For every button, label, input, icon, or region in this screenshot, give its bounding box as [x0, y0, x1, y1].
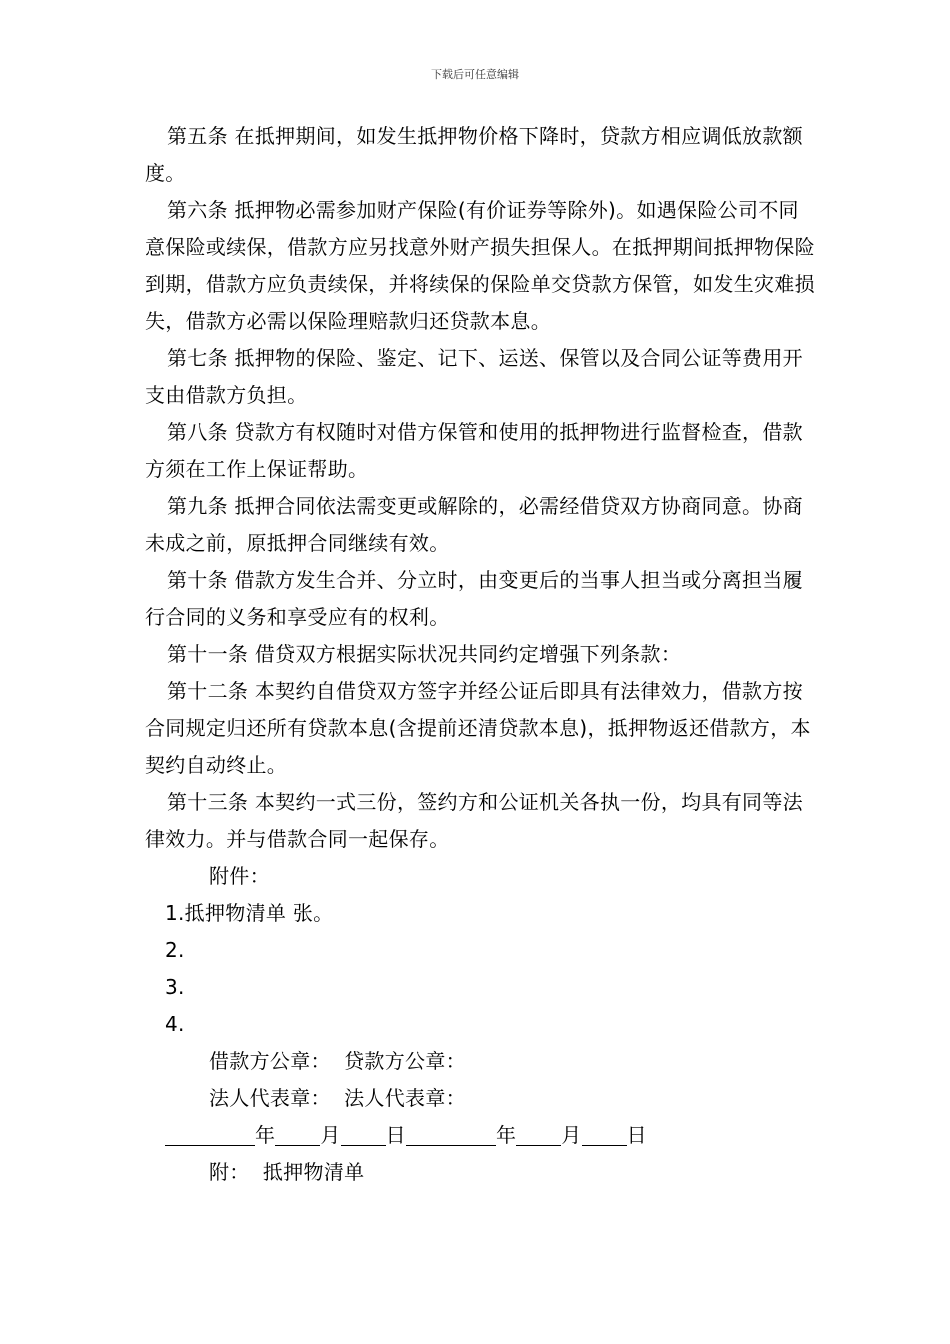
clause-9: 第九条 抵押合同依法需变更或解除的，必需经借贷双方协商同意。协商未成之前，原抵押合同继续有效。 — [145, 494, 803, 555]
document-body — [145, 118, 815, 1191]
day-blank-1 — [341, 1119, 386, 1146]
representative-line: 法人代表章： 法人代表章： — [209, 1086, 466, 1110]
clause-8: 第八条 贷款方有权随时对借方保管和使用的抵押物进行监督检查，借款方须在工作上保证帮助。 — [145, 420, 803, 481]
appendix-line: 附： 抵押物清单 — [209, 1160, 365, 1184]
day-label-2: 日 — [626, 1123, 647, 1147]
clause-10: 第十条 借款方发生合并、分立时，由变更后的当事人担当或分离担当履行合同的义务和享受应有的权利。 — [145, 568, 803, 629]
clause-11: 第十一条 借贷双方根据实际状况共同约定增强下列条款： — [167, 642, 682, 666]
year-label-1: 年 — [255, 1123, 276, 1147]
header-note: 下载后可任意编辑 — [431, 68, 519, 81]
clause-7: 第七条 抵押物的保险、鉴定、记下、运送、保管以及合同公证等费用开支由借款方负担。 — [145, 346, 803, 407]
attachment-item-2: 2. — [165, 938, 185, 962]
day-label-1: 日 — [385, 1123, 406, 1147]
date-line — [145, 1117, 815, 1154]
month-blank-2 — [516, 1119, 561, 1146]
month-label-1: 月 — [320, 1123, 341, 1147]
attachments-title: 附件： — [209, 864, 270, 888]
day-blank-2 — [582, 1119, 627, 1146]
seal-line: 借款方公章： 贷款方公章： — [209, 1049, 466, 1073]
clause-5: 第五条 在抵押期间，如发生抵押物价格下降时，贷款方相应调低放款额度。 — [145, 124, 803, 185]
clause-6: 第六条 抵押物必需参加财产保险(有价证券等除外)。如遇保险公司不同意保险或续保，借款方应另找意外财产损失担保人。在抵押期间抵押物保险到期，借款方应负责续保，并将续保的保险单交贷款方保管，如发生灾难损失，借款方必需以保险理赔款归还贷款本息。 — [145, 198, 815, 333]
month-label-2: 月 — [561, 1123, 582, 1147]
clause-13: 第十三条 本契约一式三份，签约方和公证机关各执一份，均具有同等法律效力。并与借款合同一起保存。 — [145, 790, 803, 851]
month-blank-1 — [275, 1119, 320, 1146]
clause-12: 第十二条 本契约自借贷双方签字并经公证后即具有法律效力，借款方按合同规定归还所有贷款本息(含提前还清贷款本息)，抵押物返还借款方，本契约自动终止。 — [145, 679, 811, 777]
attachment-item-3: 3. — [165, 975, 185, 999]
attachment-item-4: 4. — [165, 1012, 185, 1036]
year-blank-1 — [165, 1119, 255, 1146]
year-label-2: 年 — [495, 1123, 517, 1147]
attachment-item-1: 1.抵押物清单 张。 — [165, 901, 334, 925]
year-blank-2 — [406, 1119, 496, 1146]
